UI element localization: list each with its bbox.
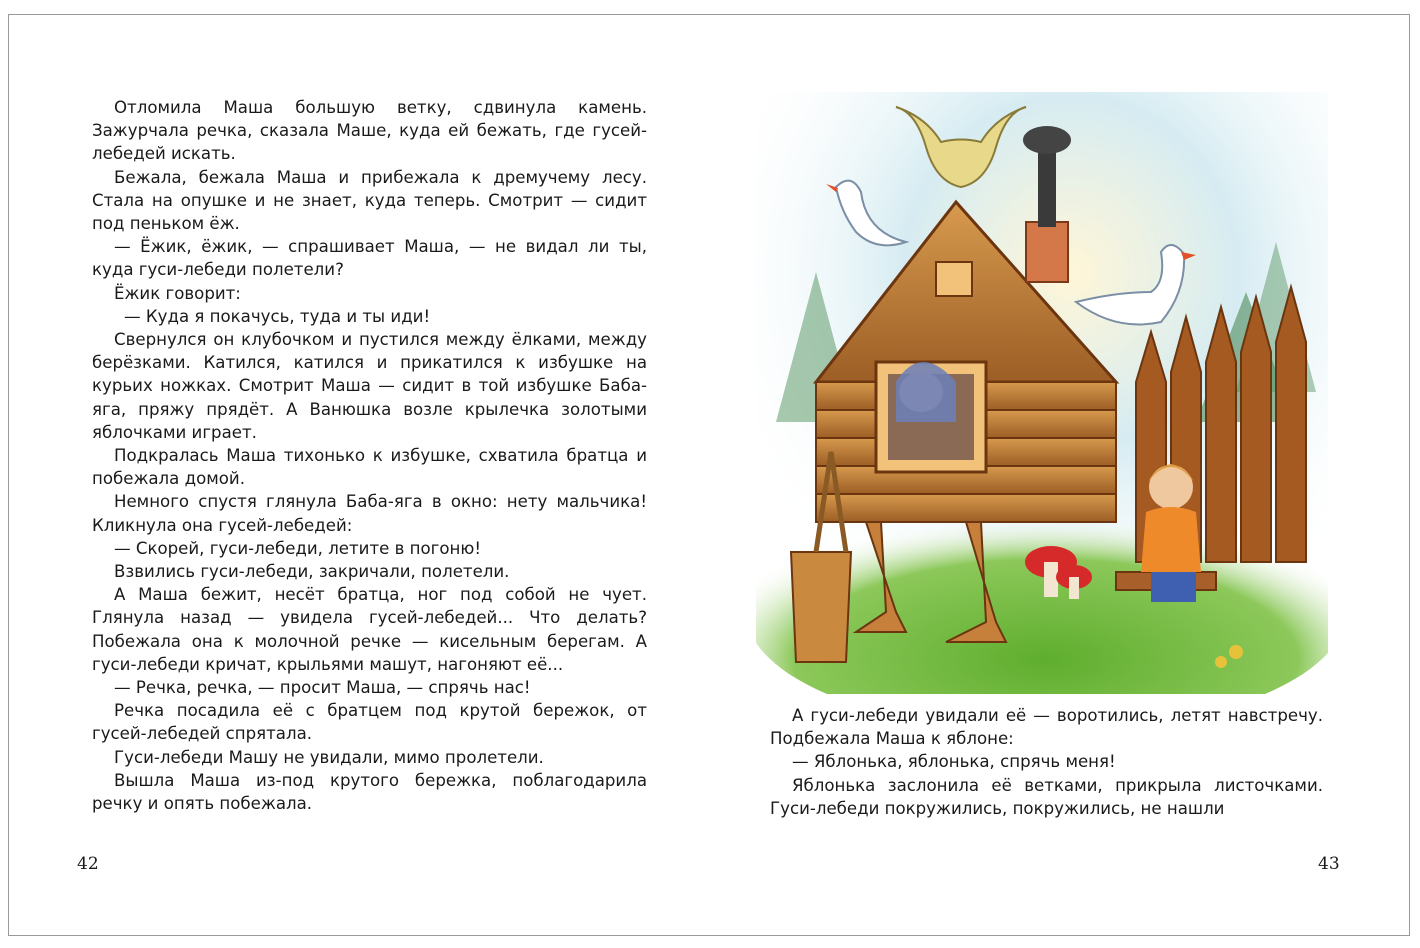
paragraph: Бежала, бежала Маша и прибежала к дремучему лесу. Стала на опушке и не знает, куда теперь. Смотрит — сидит под пеньком ёж. — [92, 167, 647, 234]
page-number-left: 42 — [77, 854, 99, 874]
paragraph: А Маша бежит, несёт братца, ног под собой не чует. Глянула назад — увидела гусей-лебедей... Что делать? Побежала она к молочной речке — кисельным берегам. А гуси-лебеди кричат, крыльями машут, нагоняют её... — [92, 585, 647, 674]
paragraph: — Ёжик, ёжик, — спрашивает Маша, — не видал ли ты, куда гуси-лебеди полетели? — [92, 237, 647, 280]
paragraph: Яблонька заслонила её ветками, прикрыла листочками. Гуси-лебеди покружились, покружились, не нашли — [770, 775, 1323, 818]
paragraph: — Куда я покачусь, туда и ты иди! — [124, 306, 431, 326]
paragraph: — Речка, речка, — просит Маша, — спрячь нас! — [114, 678, 531, 698]
paragraph: Взвились гуси-лебеди, закричали, полетели. — [114, 562, 510, 582]
paragraph: Свернулся он клубочком и пустился между ёлками, между берёзками. Катился, катился и прикатился к избушке на курьих ножках. Смотрит Маша — сидит в той избушке Баба-яга, пряжу прядёт. А Ванюшка возле крылечка золотыми яблочками играет. — [92, 330, 647, 442]
paragraph: Немного спустя глянула Баба-яга в окно: нету мальчика! Кликнула она гусей-лебедей: — [92, 492, 647, 535]
paragraph: Вышла Маша из-под крутого бережка, поблагодарила речку и опять побежала. — [92, 770, 647, 814]
paragraph: — Скорей, гуси-лебеди, летите в погоню! — [114, 538, 482, 558]
right-page-text — [770, 704, 1323, 820]
paragraph: Подкралась Маша тихонько к избушке, схватила братца и побежала домой. — [92, 446, 647, 489]
baba-yaga-hut-illustration-icon — [756, 92, 1328, 694]
paragraph: Ёжик говорит: — [114, 283, 241, 303]
paragraph: Речка посадила её с братцем под крутой бережок, от гусей-лебедей спрятала. — [92, 701, 647, 744]
paragraph: Отломила Маша большую ветку, сдвинула камень. Зажурчала речка, сказала Маше, куда ей бежать, где гусей-лебедей искать. — [92, 98, 647, 164]
paragraph: Гуси-лебеди Машу не увидали, мимо пролетели. — [114, 747, 544, 767]
page-number-right: 43 — [1318, 854, 1340, 874]
left-page-text — [92, 96, 647, 815]
paragraph: А гуси-лебеди увидали её — воротились, летят навстречу. Подбежала Маша к яблоне: — [770, 706, 1323, 749]
paragraph: — Яблонька, яблонька, спрячь меня! — [792, 752, 1116, 772]
